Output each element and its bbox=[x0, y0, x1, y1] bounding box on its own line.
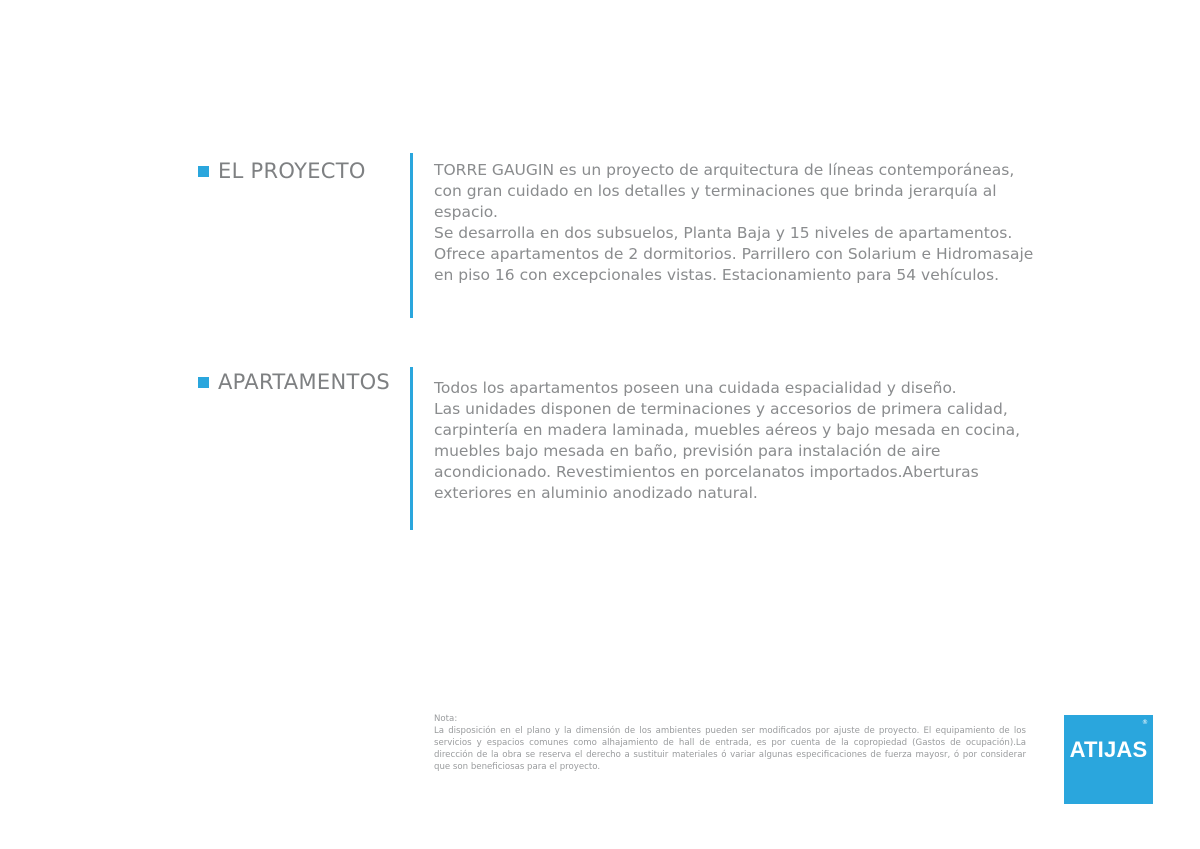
square-bullet-icon bbox=[198, 377, 209, 388]
footnote bbox=[434, 713, 1026, 773]
section-heading-apartamentos bbox=[198, 370, 390, 394]
section-title: EL PROYECTO bbox=[218, 159, 366, 183]
section-body-el-proyecto bbox=[434, 160, 1034, 286]
paragraph: TORRE GAUGIN es un proyecto de arquitectura de líneas contemporáneas, con gran cuidado en los detalles y terminaciones que brinda jerarquía al espacio. bbox=[434, 161, 1015, 221]
section-heading-el-proyecto bbox=[198, 159, 366, 183]
section-body-apartamentos bbox=[434, 378, 1034, 504]
footnote-label: Nota: bbox=[434, 714, 458, 724]
paragraph: Todos los apartamentos poseen una cuidada espacialidad y diseño. bbox=[434, 379, 957, 397]
atijas-logo bbox=[1064, 715, 1153, 804]
logo-text: ATIJAS bbox=[1069, 737, 1148, 762]
vertical-divider bbox=[410, 367, 413, 530]
registered-mark: ® bbox=[1142, 719, 1148, 726]
paragraph: Se desarrolla en dos subsuelos, Planta Baja y 15 niveles de apartamentos. Ofrece apartamentos de 2 dormitorios. Parrillero con Solarium e Hidromasaje en piso 16 con excepcionales vistas. Estacionamiento para 54 vehículos. bbox=[434, 224, 1034, 284]
vertical-divider bbox=[410, 153, 413, 318]
paragraph: Las unidades disponen de terminaciones y accesorios de primera calidad, carpintería en madera laminada, muebles aéreos y bajo mesada en cocina, muebles bajo mesada en baño, previsión para instalación de aire acondicionado. Revestimientos en porcelanatos importados.Aberturas exteriores en aluminio anodizado natural. bbox=[434, 400, 1021, 502]
square-bullet-icon bbox=[198, 166, 209, 177]
section-title: APARTAMENTOS bbox=[218, 370, 391, 394]
footnote-text: La disposición en el plano y la dimensión de los ambientes pueden ser modificados por ajuste de proyecto. El equipamiento de los servicios y espacios comunes como alhajamiento de hall de entrada, es por cuenta de la copropiedad (Gastos de ocupación).La dirección de la obra se reserva el derecho a sustituir materiales ó variar algunas especificaciones de fuerza mayosr, ó por considerar que son beneficiosas para el proyecto. bbox=[434, 726, 1026, 772]
